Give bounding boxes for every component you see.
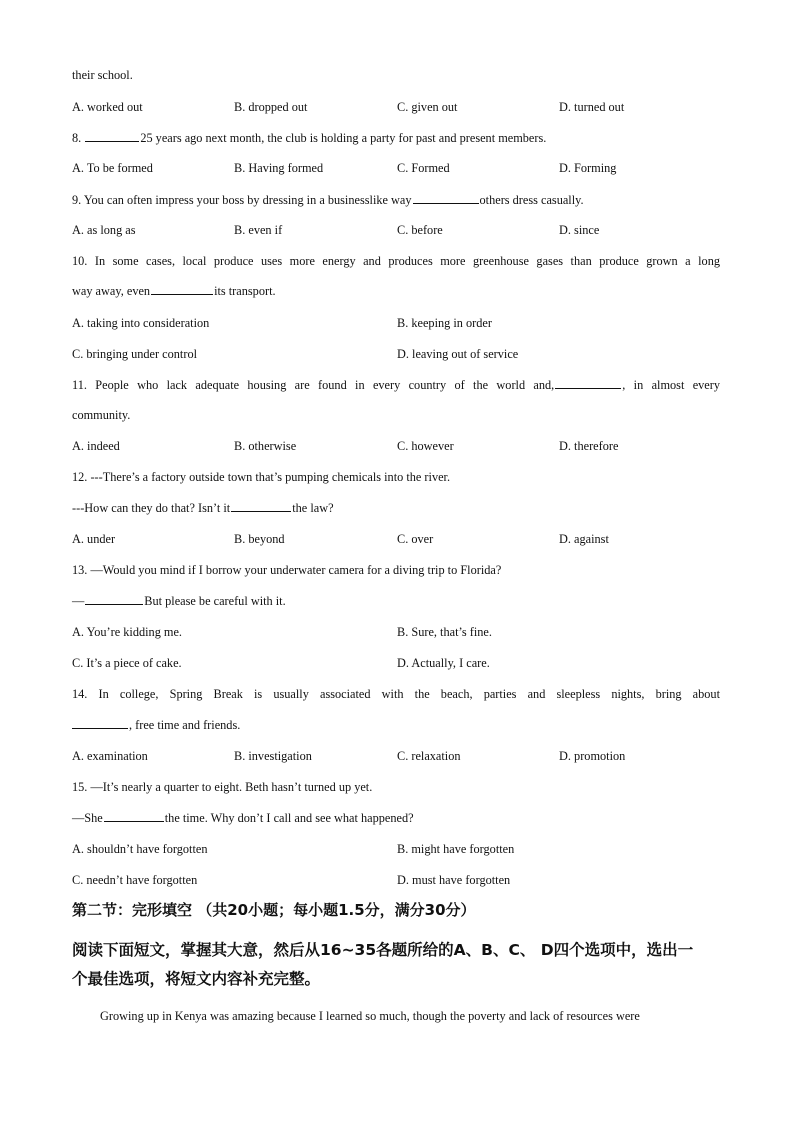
stem-text: People who lack adequate housing are found in every country of the world and, bbox=[95, 378, 555, 392]
stem-text: 25 years ago next month, the club is holding a party for past and present members. bbox=[140, 131, 547, 145]
option-d: D. must have forgotten bbox=[397, 873, 511, 887]
option-b: B. might have forgotten bbox=[397, 842, 515, 856]
question-stem bbox=[72, 779, 372, 795]
question-stem-continued bbox=[72, 500, 334, 516]
stem-text: way away, even bbox=[72, 284, 151, 298]
option-d: D. Forming bbox=[559, 161, 617, 175]
option-c: C. over bbox=[397, 532, 434, 546]
stem-text: — bbox=[72, 594, 85, 608]
stem-text: community. bbox=[72, 408, 131, 422]
question-number: 15. bbox=[72, 780, 88, 794]
option-d: D. leaving out of service bbox=[397, 347, 519, 361]
stem-text: ---How can they do that? Isn’t it bbox=[72, 501, 231, 515]
stem-text: But please be careful with it. bbox=[144, 594, 286, 608]
stem-text: its transport. bbox=[214, 284, 276, 298]
question-number: 9. bbox=[72, 193, 82, 207]
option-c: C. given out bbox=[397, 100, 458, 114]
stem-text: , free time and friends. bbox=[129, 718, 241, 732]
stem-text: In college, Spring Break is usually associated with the beach, parties and sleepless nights, bring about bbox=[98, 687, 721, 701]
question-stem-continued bbox=[72, 717, 240, 733]
fragment-text: their school. bbox=[72, 68, 133, 82]
option-a: A. as long as bbox=[72, 223, 136, 237]
option-a: A. indeed bbox=[72, 439, 120, 453]
option-a: A. worked out bbox=[72, 100, 143, 114]
stem-text: You can often impress your boss by dressing in a businesslike way bbox=[83, 193, 412, 207]
option-c: C. relaxation bbox=[397, 749, 461, 763]
answer-blank bbox=[85, 593, 143, 605]
question-stem bbox=[72, 192, 584, 208]
option-a: A. You’re kidding me. bbox=[72, 625, 183, 639]
option-c: C. Formed bbox=[397, 161, 450, 175]
question-number: 12. bbox=[72, 470, 88, 484]
option-c: C. bringing under control bbox=[72, 347, 198, 361]
question-number: 14. bbox=[72, 687, 88, 701]
stem-text: —It’s nearly a quarter to eight. Beth hasn’t turned up yet. bbox=[90, 780, 373, 794]
answer-blank bbox=[104, 810, 164, 822]
stem-text: , in almost every bbox=[622, 378, 720, 392]
stem-text: the law? bbox=[292, 501, 334, 515]
stem-text: others dress casually. bbox=[479, 193, 584, 207]
option-d: D. promotion bbox=[559, 749, 626, 763]
question-stem bbox=[72, 377, 720, 393]
section-title: 第二节：完形填空 （共20小题；每小题1.5分，满分30分） bbox=[72, 901, 476, 919]
passage-paragraph: Growing up in Kenya was amazing because I learned so much, though the poverty and lack of resources were bbox=[100, 1009, 640, 1023]
question-stem bbox=[72, 686, 720, 702]
question-stem bbox=[72, 562, 501, 578]
question-number: 13. bbox=[72, 563, 88, 577]
answer-blank bbox=[413, 192, 479, 204]
question-number: 11. bbox=[72, 378, 87, 392]
stem-text: the time. Why don’t I call and see what happened? bbox=[164, 811, 414, 825]
question-stem-continued bbox=[72, 810, 414, 826]
section-instruction: 阅读下面短文，掌握其大意，然后从16~35各题所给的A、B、C、 D四个选项中，选出一 bbox=[72, 941, 694, 959]
question-stem bbox=[72, 469, 450, 485]
option-c: C. however bbox=[397, 439, 454, 453]
option-b: B. dropped out bbox=[234, 100, 308, 114]
option-a: A. To be formed bbox=[72, 161, 153, 175]
answer-blank bbox=[151, 283, 213, 295]
question-stem-continued bbox=[72, 283, 276, 299]
question-stem bbox=[72, 253, 720, 269]
stem-text: —She bbox=[72, 811, 103, 825]
stem-text: In some cases, local produce uses more energy and produces more greenhouse gases than produce grown a long bbox=[94, 254, 720, 268]
option-b: B. even if bbox=[234, 223, 283, 237]
option-d: D. against bbox=[559, 532, 609, 546]
section-instruction-continued: 个最佳选项，将短文内容补充完整。 bbox=[72, 970, 321, 988]
option-c: C. before bbox=[397, 223, 443, 237]
option-b: B. Sure, that’s fine. bbox=[397, 625, 492, 639]
option-c: C. It’s a piece of cake. bbox=[72, 656, 182, 670]
option-b: B. keeping in order bbox=[397, 316, 492, 330]
option-a: A. shouldn’t have forgotten bbox=[72, 842, 208, 856]
answer-blank bbox=[85, 130, 139, 142]
option-d: D. since bbox=[559, 223, 600, 237]
question-stem-continued bbox=[72, 407, 130, 423]
option-b: B. beyond bbox=[234, 532, 285, 546]
question-number: 10. bbox=[72, 254, 88, 268]
option-a: A. taking into consideration bbox=[72, 316, 210, 330]
stem-text: —Would you mind if I borrow your underwater camera for a diving trip to Florida? bbox=[90, 563, 502, 577]
answer-blank bbox=[231, 500, 291, 512]
option-d: D. Actually, I care. bbox=[397, 656, 490, 670]
option-c: C. needn’t have forgotten bbox=[72, 873, 198, 887]
option-a: A. under bbox=[72, 532, 116, 546]
question-stem-continued bbox=[72, 593, 286, 609]
option-b: B. otherwise bbox=[234, 439, 297, 453]
question-number: 8. bbox=[72, 131, 82, 145]
option-a: A. examination bbox=[72, 749, 148, 763]
question-fragment bbox=[72, 67, 133, 83]
stem-text: ---There’s a factory outside town that’s pumping chemicals into the river. bbox=[90, 470, 451, 484]
answer-blank bbox=[555, 377, 621, 389]
option-b: B. investigation bbox=[234, 749, 312, 763]
answer-blank bbox=[72, 717, 128, 729]
question-stem bbox=[72, 130, 546, 146]
option-d: D. therefore bbox=[559, 439, 619, 453]
option-d: D. turned out bbox=[559, 100, 625, 114]
option-b: B. Having formed bbox=[234, 161, 324, 175]
